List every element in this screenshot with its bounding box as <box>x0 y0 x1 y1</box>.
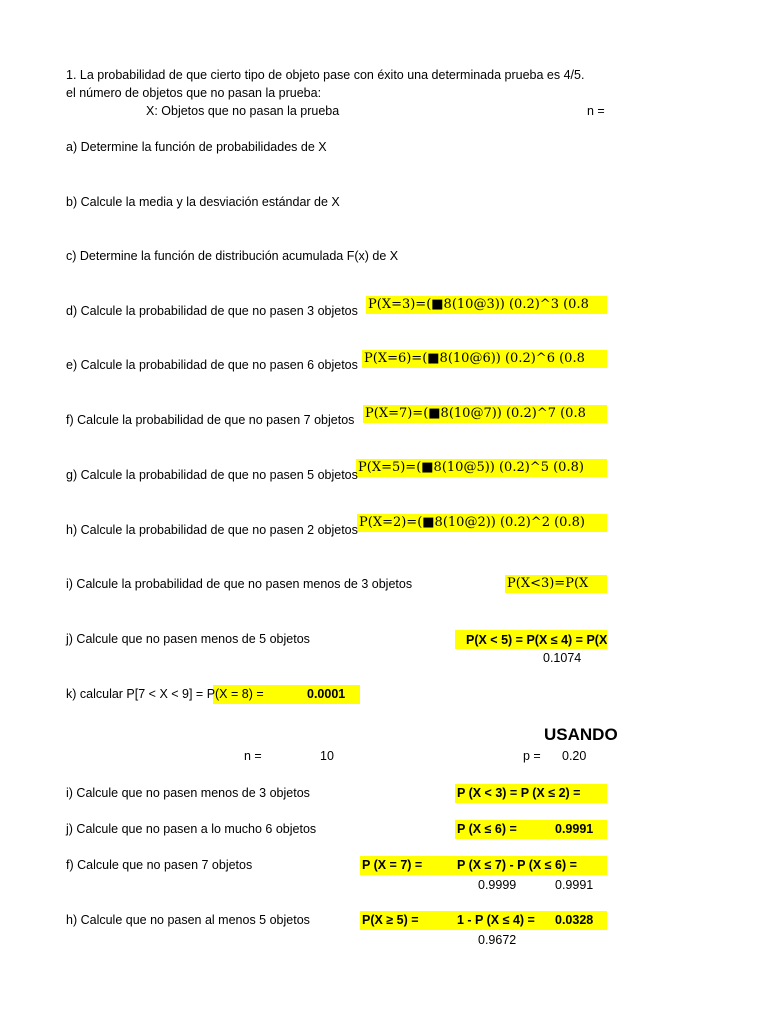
problem-statement-line-1: 1. La probabilidad de que cierto tipo de objeto pase con éxito una determinada prueba es 4/5. <box>66 68 585 82</box>
row-f-expression-2: P (X ≤ 7) - P (X ≤ 6) = <box>457 858 577 872</box>
row-f-label: f) Calcule que no pasen 7 objetos <box>66 858 253 872</box>
formula-i: P(X<3)=P(X <box>507 576 589 591</box>
formula-h: P(X=2)=(■8(10@2)) (0.2)^2 (0.8) <box>359 515 585 530</box>
question-c: c) Determine la función de distribución acumulada F(x) de X <box>66 249 399 263</box>
formula-k-value: 0.0001 <box>307 687 346 701</box>
question-f: f) Calcule la probabilidad de que no pasen 7 objetos <box>66 413 355 427</box>
row-h-expression-1: P(X ≥ 5) = <box>362 913 419 927</box>
row-h-value: 0.0328 <box>555 913 594 927</box>
row-h-sub-value: 0.9672 <box>478 933 517 947</box>
formula-j-value: 0.1074 <box>543 651 582 665</box>
row-i-expression: P (X < 3) = P (X ≤ 2) = <box>457 786 581 800</box>
row-i-label: i) Calcule que no pasen menos de 3 objetos <box>66 786 310 800</box>
row-f-sub-value-2: 0.9991 <box>555 878 594 892</box>
question-b: b) Calcule la media y la desviación estándar de X <box>66 195 340 209</box>
formula-f: P(X=7)=(■8(10@7)) (0.2)^7 (0.8 <box>365 406 586 421</box>
variable-definition: X: Objetos que no pasan la prueba <box>146 104 340 118</box>
row-j-value: 0.9991 <box>555 822 594 836</box>
question-d: d) Calcule la probabilidad de que no pasen 3 objetos <box>66 304 358 318</box>
row-h-label: h) Calcule que no pasen al menos 5 objetos <box>66 913 310 927</box>
question-a: a) Determine la función de probabilidades de X <box>66 140 327 154</box>
formula-j: P(X < 5) = P(X ≤ 4) = P(X <box>466 633 608 647</box>
row-j-expression: P (X ≤ 6) = <box>457 822 517 836</box>
section-heading: USANDO <box>544 725 618 744</box>
question-k: k) calcular P[7 < X < 9] = P <box>66 687 216 701</box>
question-i: i) Calcule la probabilidad de que no pasen menos de 3 objetos <box>66 577 413 591</box>
row-f-sub-value-1: 0.9999 <box>478 878 517 892</box>
question-g: g) Calcule la probabilidad de que no pasen 5 objetos <box>66 468 358 482</box>
row-j-label: j) Calcule que no pasen a lo mucho 6 objetos <box>66 822 317 836</box>
formula-k-expression: (X = 8) = <box>215 687 264 701</box>
problem-statement-line-2: el número de objetos que no pasan la prueba: <box>66 86 322 100</box>
n-label: n = <box>587 104 605 118</box>
row-f-expression-1: P (X = 7) = <box>362 858 423 872</box>
question-j: j) Calcule que no pasen menos de 5 objetos <box>66 632 310 646</box>
formula-e: P(X=6)=(■8(10@6)) (0.2)^6 (0.8 <box>364 351 585 366</box>
section-p-label: p = <box>523 749 541 763</box>
formula-d: P(X=3)=(■8(10@3)) (0.2)^3 (0.8 <box>368 297 589 312</box>
formula-g: P(X=5)=(■8(10@5)) (0.2)^5 (0.8) <box>358 460 584 475</box>
section-n-label: n = <box>244 749 262 763</box>
row-h-expression-2: 1 - P (X ≤ 4) = <box>457 913 535 927</box>
section-n-value: 10 <box>320 749 334 763</box>
question-e: e) Calcule la probabilidad de que no pasen 6 objetos <box>66 358 358 372</box>
section-p-value: 0.20 <box>562 749 587 763</box>
question-h: h) Calcule la probabilidad de que no pasen 2 objetos <box>66 523 358 537</box>
